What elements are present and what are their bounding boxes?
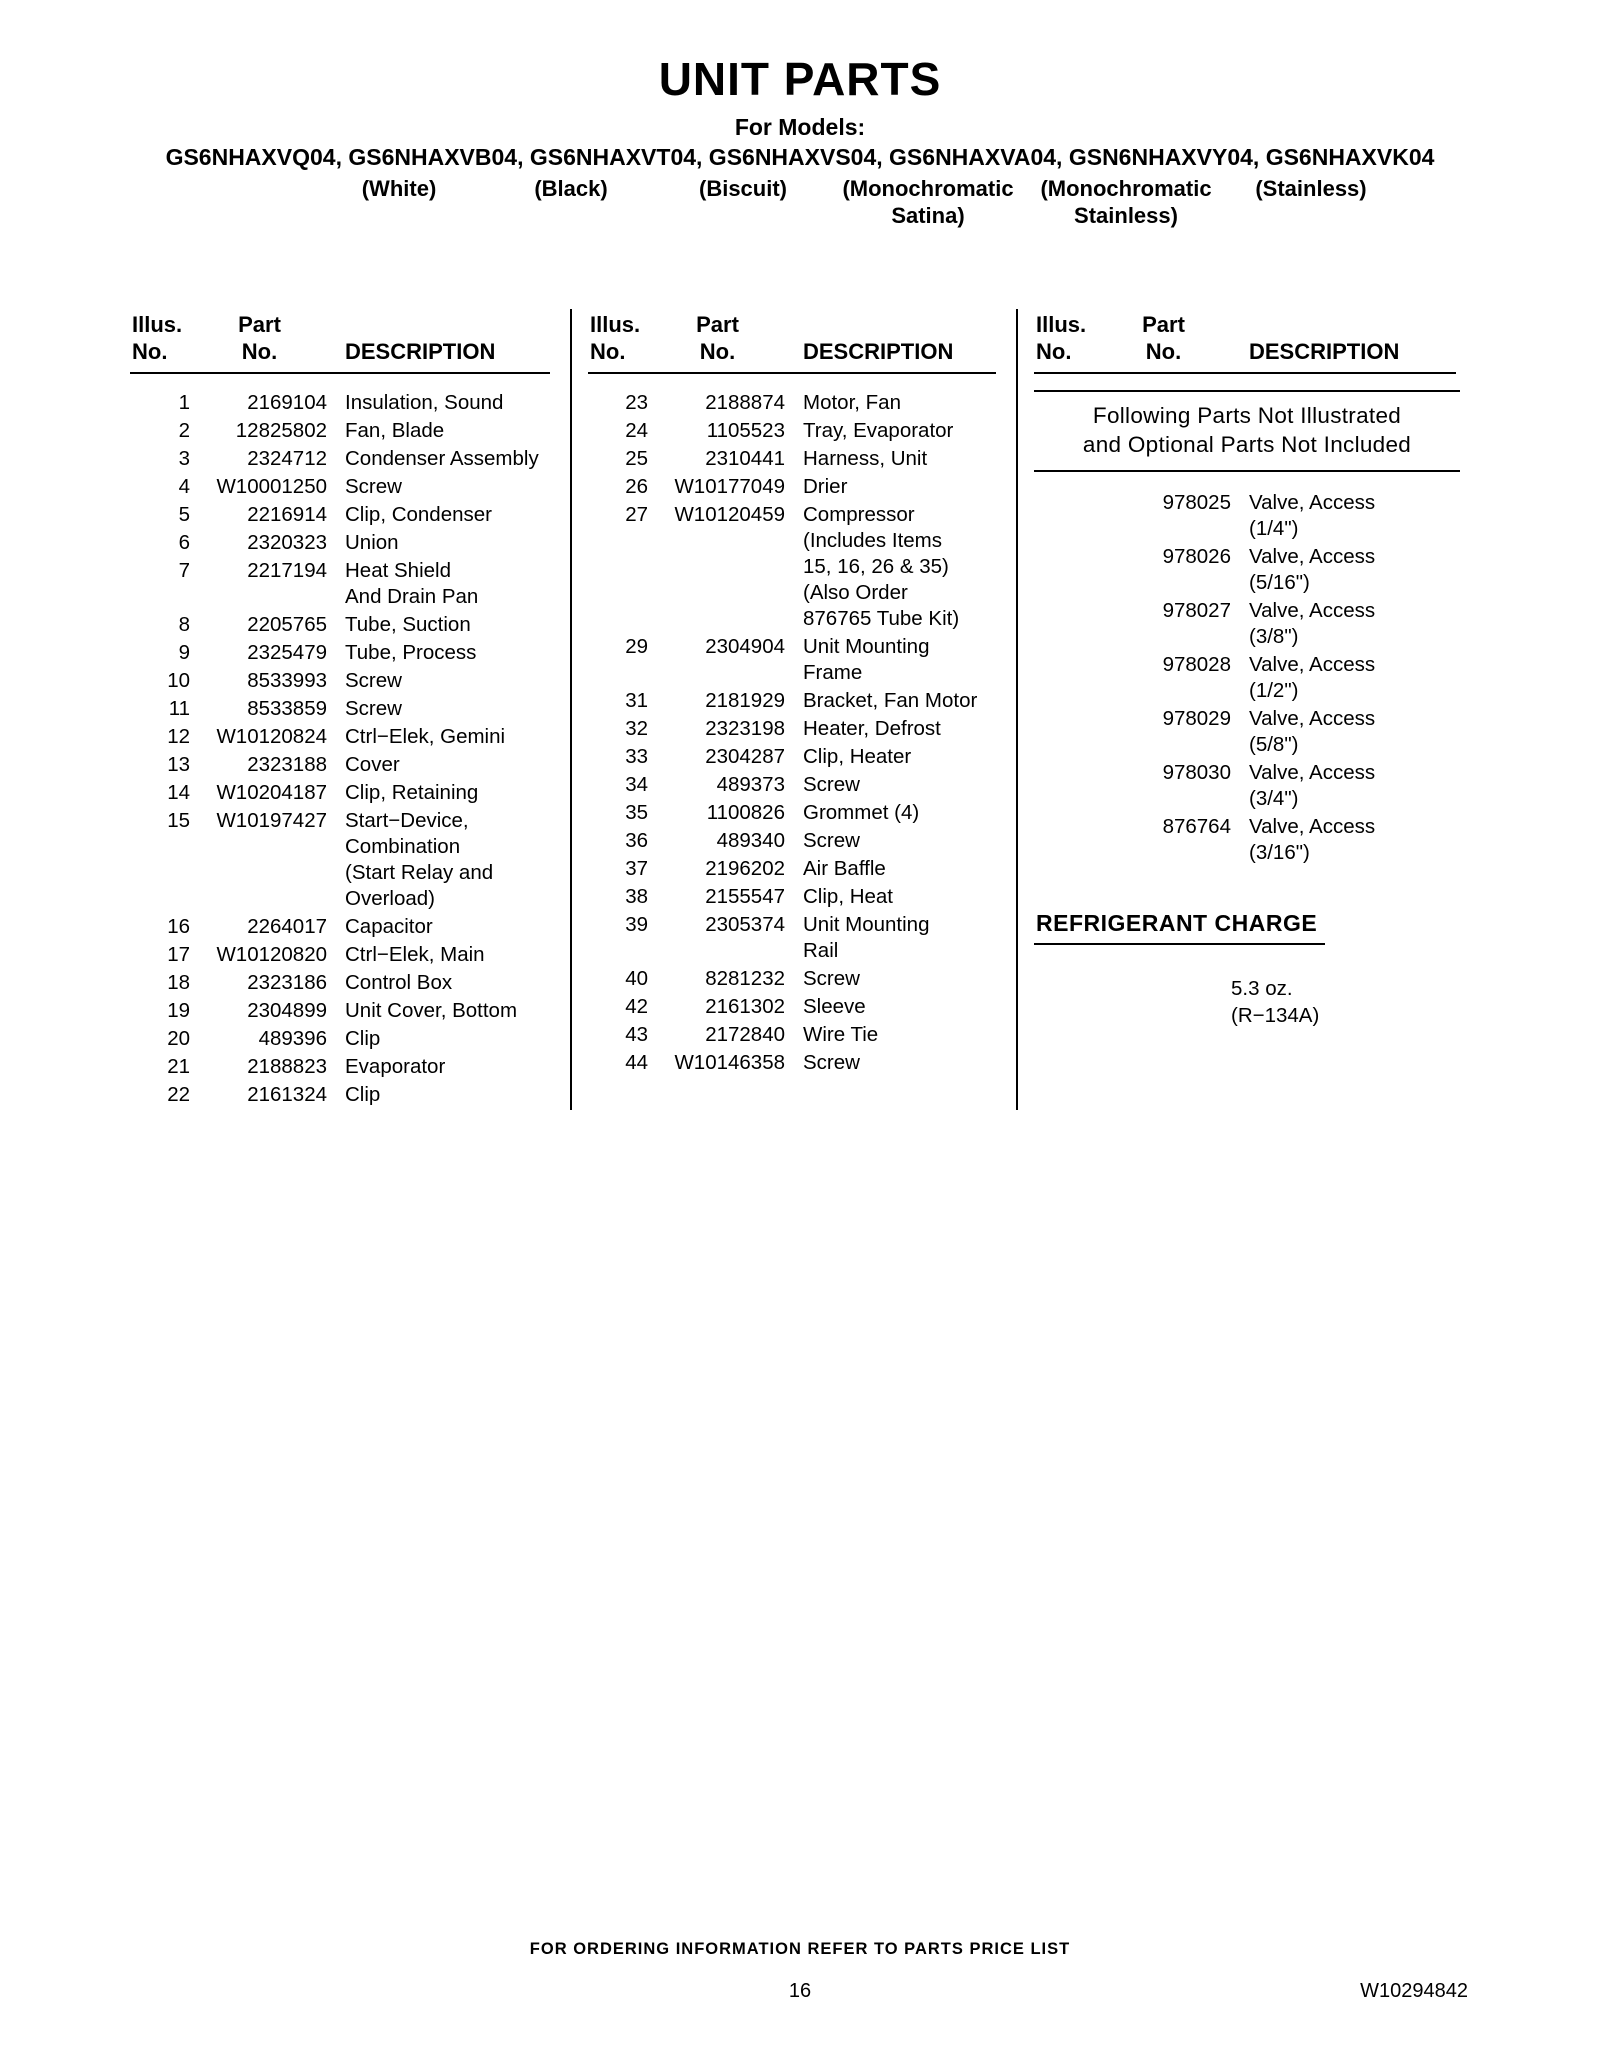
part-row	[130, 612, 564, 638]
parts-columns	[130, 309, 1472, 1110]
part-description: Fan, Blade	[345, 419, 445, 442]
part-row	[588, 688, 1010, 714]
finish-label: (Biscuit)	[699, 176, 787, 201]
part-no: 489396	[258, 1027, 327, 1050]
illus-no: 7	[178, 559, 190, 582]
part-no: 8533859	[247, 697, 327, 720]
illus-no-header: Illus. No.	[1036, 312, 1087, 364]
not-illustrated-note-line1: Following Parts Not Illustrated	[1092, 403, 1402, 428]
part-no: 12825802	[235, 419, 327, 442]
part-row	[130, 558, 564, 610]
illus-no: 43	[625, 1023, 648, 1046]
part-no: 2196202	[705, 857, 785, 880]
part-row	[588, 1022, 1010, 1048]
part-no: 2323186	[247, 971, 327, 994]
illus-no: 20	[167, 1027, 190, 1050]
document-header	[0, 0, 1600, 229]
part-no: 978027	[1162, 599, 1231, 622]
illus-no: 35	[625, 801, 648, 824]
part-description: Screw	[803, 829, 860, 852]
part-description: Tray, Evaporator	[803, 419, 954, 442]
description-header: DESCRIPTION	[345, 339, 496, 364]
part-row	[588, 994, 1010, 1020]
illus-no: 11	[168, 697, 190, 720]
part-row	[588, 912, 1010, 964]
part-description: Screw	[345, 475, 402, 498]
part-description: Tube, Suction	[345, 613, 471, 636]
part-no: 2216914	[247, 503, 327, 526]
part-no: 2181929	[705, 689, 785, 712]
part-row	[588, 800, 1010, 826]
part-row	[130, 446, 564, 472]
part-row	[588, 828, 1010, 854]
part-row	[588, 446, 1010, 472]
part-description: Valve, Access (5/8")	[1249, 707, 1376, 756]
part-row	[130, 474, 564, 500]
illus-no: 25	[625, 447, 648, 470]
part-description: Screw	[345, 697, 402, 720]
part-row	[130, 1054, 564, 1080]
illus-no: 42	[625, 995, 648, 1018]
part-row	[1034, 544, 1470, 596]
part-description: Clip, Retaining	[345, 781, 479, 804]
part-row	[130, 914, 564, 940]
part-description: Condenser Assembly	[345, 447, 539, 470]
part-no: 2169104	[247, 391, 327, 414]
column-header	[588, 311, 1010, 365]
part-row	[130, 668, 564, 694]
part-description: Valve, Access (5/16")	[1249, 545, 1376, 594]
part-row	[1034, 490, 1470, 542]
part-no: W10146358	[674, 1051, 785, 1074]
part-no: 2172840	[705, 1023, 785, 1046]
part-description: Harness, Unit	[803, 447, 928, 470]
part-description: Clip, Heater	[803, 745, 912, 768]
for-models-label: For Models:	[734, 114, 866, 140]
part-description: Evaporator	[345, 1055, 446, 1078]
part-description: Unit Mounting Rail	[803, 913, 930, 962]
page-number: 16	[788, 1980, 812, 2002]
refrigerant-charge-section	[1034, 910, 1470, 1029]
description-header: DESCRIPTION	[803, 339, 954, 364]
illus-no: 23	[625, 391, 648, 414]
part-no: 978025	[1162, 491, 1231, 514]
part-no: 1100826	[706, 801, 785, 824]
part-row	[588, 390, 1010, 416]
part-description: Tube, Process	[345, 641, 477, 664]
part-row	[130, 808, 564, 912]
part-description: Bracket, Fan Motor	[803, 689, 978, 712]
part-no: 2155547	[705, 885, 785, 908]
illus-no: 27	[625, 503, 648, 526]
header-rule	[588, 372, 996, 374]
illus-no: 5	[178, 503, 190, 526]
part-row	[1034, 652, 1470, 704]
part-row	[1034, 814, 1470, 866]
illus-no: 44	[625, 1051, 648, 1074]
parts-column-2	[570, 309, 1018, 1110]
part-row	[130, 724, 564, 750]
part-description: Clip	[345, 1083, 381, 1106]
part-no: W10120820	[216, 943, 327, 966]
part-no: W10204187	[216, 781, 327, 804]
part-row	[1034, 706, 1470, 758]
part-no: 2188823	[247, 1055, 327, 1078]
part-description: Insulation, Sound	[345, 391, 504, 414]
part-description: Ctrl−Elek, Gemini	[345, 725, 506, 748]
part-row	[1034, 760, 1470, 812]
illus-no-header: Illus. No.	[590, 312, 641, 364]
illus-no: 6	[178, 531, 190, 554]
illus-no: 37	[625, 857, 648, 880]
part-row	[588, 502, 1010, 632]
part-description: Clip, Condenser	[345, 503, 492, 526]
illus-no: 10	[167, 669, 190, 692]
illus-no: 38	[625, 885, 648, 908]
parts-rows	[588, 390, 1010, 1076]
part-description: Sleeve	[803, 995, 866, 1018]
part-no-header: Part No.	[238, 312, 281, 364]
illus-no: 17	[167, 943, 190, 966]
part-row	[588, 1050, 1010, 1076]
illus-no: 34	[625, 773, 648, 796]
part-row	[130, 1082, 564, 1108]
illus-no: 32	[625, 717, 648, 740]
illus-no	[1034, 760, 1096, 812]
part-row	[1034, 598, 1470, 650]
part-row	[130, 752, 564, 778]
refrigerant-charge-title: REFRIGERANT CHARGE	[1034, 910, 1325, 945]
finish-label: (White)	[361, 176, 437, 201]
parts-column-1	[130, 309, 570, 1110]
illus-no: 29	[625, 635, 648, 658]
part-description: Compressor (Includes Items 15, 16, 26 & 35) (Also Order 876765 Tube Kit)	[803, 503, 960, 630]
part-row	[588, 856, 1010, 882]
part-description: Start−Device, Combination (Start Relay and Overload)	[345, 809, 494, 910]
part-description: Unit Mounting Frame	[803, 635, 930, 684]
part-no: 876764	[1162, 815, 1231, 838]
illus-no	[1034, 598, 1096, 650]
header-rule	[130, 372, 550, 374]
not-illustrated-note-line2: and Optional Parts Not Included	[1082, 432, 1412, 457]
part-description: Heat Shield And Drain Pan	[345, 559, 479, 608]
illus-no: 33	[625, 745, 648, 768]
part-row	[130, 502, 564, 528]
part-description: Clip, Heat	[803, 885, 894, 908]
part-row	[588, 884, 1010, 910]
part-no: 2217194	[247, 559, 327, 582]
illus-no: 1	[178, 391, 190, 414]
part-description: Capacitor	[345, 915, 433, 938]
illus-no: 3	[178, 447, 190, 470]
header-rule	[1034, 372, 1456, 374]
part-no: 2310441	[705, 447, 785, 470]
part-description: Valve, Access (3/8")	[1249, 599, 1376, 648]
part-no: 2305374	[705, 913, 785, 936]
part-no: W10120824	[216, 725, 327, 748]
illus-no: 13	[167, 753, 190, 776]
part-no: W10120459	[674, 503, 785, 526]
part-description: Valve, Access (3/16")	[1249, 815, 1376, 864]
part-description: Screw	[803, 967, 860, 990]
illus-no	[1034, 490, 1096, 542]
part-no: 978028	[1162, 653, 1231, 676]
part-no: 2323198	[705, 717, 785, 740]
column-header	[130, 311, 564, 365]
part-no: 2188874	[705, 391, 785, 414]
illus-no	[1034, 706, 1096, 758]
illus-no: 12	[167, 725, 190, 748]
not-illustrated-note	[1034, 390, 1460, 472]
part-row	[588, 716, 1010, 742]
part-description: Union	[345, 531, 399, 554]
illus-no: 4	[178, 475, 190, 498]
part-row	[588, 418, 1010, 444]
illus-no-header: Illus. No.	[132, 312, 183, 364]
part-no: 2304899	[247, 999, 327, 1022]
part-description: Drier	[803, 475, 848, 498]
part-row	[130, 390, 564, 416]
part-description: Screw	[345, 669, 402, 692]
part-no: 2324712	[247, 447, 327, 470]
refrigerant-amount: 5.3 oz.	[1231, 977, 1293, 1000]
finish-label: (Black)	[534, 176, 608, 201]
part-no: W10197427	[216, 809, 327, 832]
part-description: Air Baffle	[803, 857, 886, 880]
part-no: 2161302	[705, 995, 785, 1018]
part-no: 2304904	[705, 635, 785, 658]
part-no-header: Part No.	[1142, 312, 1185, 364]
part-row	[588, 634, 1010, 686]
part-row	[130, 970, 564, 996]
illus-no: 40	[625, 967, 648, 990]
part-no: 2264017	[247, 915, 327, 938]
part-description: Control Box	[345, 971, 453, 994]
part-row	[588, 772, 1010, 798]
part-row	[588, 744, 1010, 770]
part-no: 489340	[716, 829, 785, 852]
part-description: Clip	[345, 1027, 381, 1050]
part-no: 978026	[1162, 545, 1231, 568]
illus-no: 16	[167, 915, 190, 938]
part-no: 2320323	[247, 531, 327, 554]
illus-no: 8	[178, 613, 190, 636]
part-description: Cover	[345, 753, 400, 776]
doc-number: W10294842	[1360, 1980, 1468, 2002]
finish-label: (Monochromatic Satina)	[842, 176, 1014, 228]
part-description: Valve, Access (1/4")	[1249, 491, 1376, 540]
part-description: Unit Cover, Bottom	[345, 999, 518, 1022]
illus-no: 9	[178, 641, 190, 664]
part-description: Motor, Fan	[803, 391, 901, 414]
part-no-header: Part No.	[696, 312, 739, 364]
illus-no: 22	[167, 1083, 190, 1106]
illus-no: 2	[178, 419, 190, 442]
illus-no: 21	[167, 1055, 190, 1078]
illus-no: 36	[625, 829, 648, 852]
part-no: 978029	[1162, 707, 1231, 730]
part-description: Valve, Access (3/4")	[1249, 761, 1376, 810]
part-description: Wire Tie	[803, 1023, 879, 1046]
description-header: DESCRIPTION	[1249, 339, 1400, 364]
illus-no: 14	[167, 781, 190, 804]
part-description: Screw	[803, 773, 860, 796]
part-description: Grommet (4)	[803, 801, 920, 824]
part-no: 2304287	[705, 745, 785, 768]
part-description: Ctrl−Elek, Main	[345, 943, 485, 966]
page-title: UNIT PARTS	[658, 53, 942, 105]
ordering-note: FOR ORDERING INFORMATION REFER TO PARTS PRICE LIST	[529, 1940, 1071, 1958]
illus-no	[1034, 652, 1096, 704]
part-no: 1105523	[706, 419, 785, 442]
part-no: W10001250	[216, 475, 327, 498]
part-no: 2323188	[247, 753, 327, 776]
part-no: 2325479	[247, 641, 327, 664]
parts-rows	[130, 390, 564, 1108]
finish-label: (Monochromatic Stainless)	[1040, 176, 1212, 228]
part-row	[130, 640, 564, 666]
part-row	[130, 696, 564, 722]
part-no: 8281232	[705, 967, 785, 990]
part-no: W10177049	[674, 475, 785, 498]
part-row	[130, 530, 564, 556]
illus-no: 39	[625, 913, 648, 936]
part-row	[130, 998, 564, 1024]
illus-no: 24	[625, 419, 648, 442]
part-description: Heater, Defrost	[803, 717, 941, 740]
part-no: 8533993	[247, 669, 327, 692]
parts-rows	[1034, 490, 1470, 866]
illus-no: 19	[167, 999, 190, 1022]
part-description: Screw	[803, 1051, 860, 1074]
parts-column-3	[1018, 309, 1470, 1110]
illus-no: 26	[625, 475, 648, 498]
refrigerant-type: (R−134A)	[1231, 1004, 1320, 1027]
part-row	[130, 942, 564, 968]
part-row	[130, 1026, 564, 1052]
models-line: GS6NHAXVQ04, GS6NHAXVB04, GS6NHAXVT04, GS6NHAXVS04, GS6NHAXVA04, GSN6NHAXVY04, GS6NHAXVK04	[165, 144, 1435, 170]
finish-labels	[55, 175, 1600, 229]
illus-no: 31	[625, 689, 648, 712]
part-no: 2161324	[247, 1083, 327, 1106]
part-row	[130, 780, 564, 806]
illus-no	[1034, 544, 1096, 596]
part-no: 2205765	[247, 613, 327, 636]
finish-label: (Stainless)	[1255, 176, 1367, 201]
illus-no: 18	[167, 971, 190, 994]
part-row	[588, 966, 1010, 992]
part-description: Valve, Access (1/2")	[1249, 653, 1376, 702]
part-no: 489373	[716, 773, 785, 796]
part-row	[588, 474, 1010, 500]
illus-no: 15	[167, 809, 190, 832]
part-row	[130, 418, 564, 444]
part-no: 978030	[1162, 761, 1231, 784]
refrigerant-charge-values	[1034, 975, 1470, 1029]
illus-no	[1034, 814, 1096, 866]
column-header	[1034, 311, 1470, 365]
